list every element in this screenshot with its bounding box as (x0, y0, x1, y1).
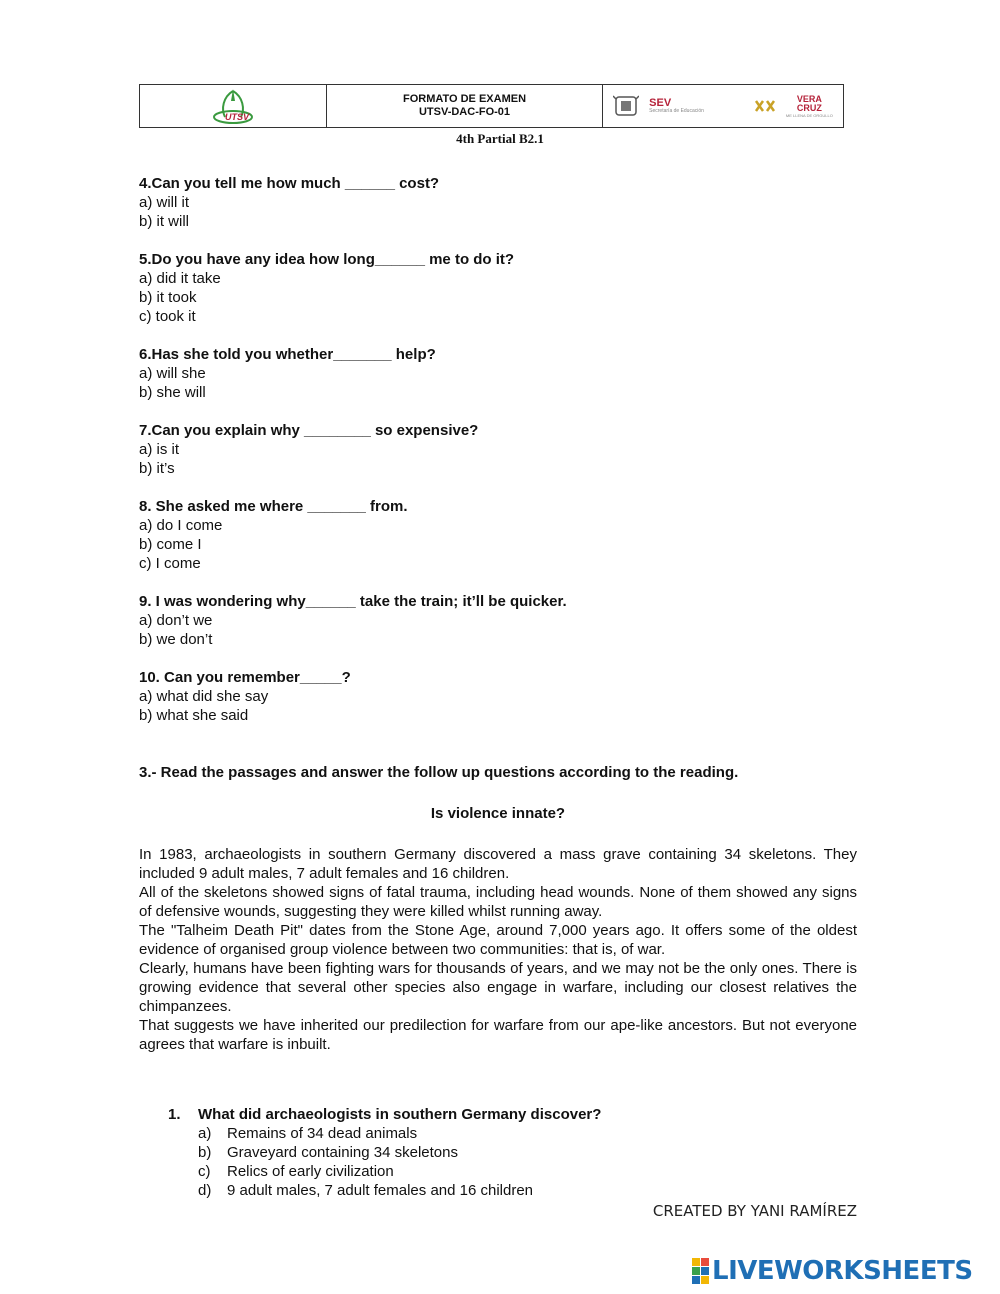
question-text: 9. I was wondering why______ take the train; it’ll be quicker. (139, 593, 567, 610)
veracruz-logo-sub: ME LLENA DE ORGULLO (785, 112, 833, 118)
passage-paragraph: Clearly, humans have been fighting wars for thousands of years, and we may not be the only ones. There is growing evidence that several other species also engage in warfare, including our closest relatives the chimpanzees. (139, 960, 857, 1015)
exam-subtitle: 4th Partial B2.1 (456, 131, 544, 146)
reading-question-1 (139, 1105, 857, 1200)
option-letter: d) (198, 1182, 212, 1199)
author-credit: CREATED BY YANI RAMÍREZ (652, 1202, 857, 1220)
header-title-cell (327, 85, 603, 127)
answer-option[interactable]: b) come I (139, 536, 202, 553)
header-logos-cell (603, 85, 843, 127)
reading-passage (139, 845, 857, 1054)
question-8 (139, 497, 857, 573)
reading-question-prompt: What did archaeologists in southern Germany discover? (198, 1106, 602, 1123)
answer-option[interactable]: b) we don’t (139, 631, 213, 648)
reading-question-number: 1. (168, 1106, 181, 1123)
sev-logo (649, 98, 704, 114)
question-text: 8. She asked me where _______ from. (139, 498, 408, 515)
passage-paragraph: The "Talheim Death Pit" dates from the Stone Age, around 7,000 years ago. It offers some of the oldest evidence of organised group violence between two communities: that is, of war. (139, 922, 857, 958)
passage-title: Is violence innate? (430, 805, 566, 822)
answer-option[interactable]: c) took it (139, 308, 196, 325)
reading-answer-option[interactable] (198, 1162, 857, 1181)
reading-answer-option[interactable] (198, 1143, 857, 1162)
header-form-code: UTSV-DAC-FO-01 (418, 106, 511, 118)
sev-logo-sub: Secretaría de Educación (649, 108, 704, 114)
passage-paragraph: That suggests we have inherited our predilection for warfare from our ape-like ancestors. But not everyone agrees that warfare is inbuilt. (139, 1017, 857, 1053)
answer-option[interactable]: a) what did she say (139, 688, 269, 705)
answer-option[interactable]: b) what she said (139, 707, 249, 724)
answer-option[interactable]: c) I come (139, 555, 201, 572)
question-text: 7.Can you explain why ________ so expensive? (139, 422, 479, 439)
header-title: FORMATO DE EXAMEN (402, 93, 527, 105)
option-letter: c) (198, 1163, 211, 1180)
answer-option[interactable]: a) will she (139, 365, 206, 382)
question-text: 10. Can you remember_____? (139, 669, 351, 686)
answer-option[interactable]: b) it’s (139, 460, 175, 477)
option-text: 9 adult males, 7 adult females and 16 children (227, 1182, 534, 1199)
liveworksheets-logo-text: LIVEWORKSHEETS (712, 1256, 973, 1286)
option-text: Relics of early civilization (227, 1163, 394, 1180)
veracruz-logo (786, 95, 833, 118)
option-text: Remains of 34 dead animals (227, 1125, 418, 1142)
question-text: 5.Do you have any idea how long______ me to do it? (139, 251, 515, 268)
exam-content (139, 174, 857, 1200)
question-6 (139, 345, 857, 402)
answer-option[interactable]: b) she will (139, 384, 206, 401)
answer-option[interactable]: b) it took (139, 289, 197, 306)
state-seal-icon (613, 94, 639, 118)
passage-paragraph: In 1983, archaeologists in southern Germany discovered a mass grave containing 34 skeletons. They included 9 adult males, 7 adult females and 16 children. (139, 846, 857, 882)
question-10 (139, 668, 857, 725)
reading-answer-option[interactable] (198, 1124, 857, 1143)
question-5 (139, 250, 857, 326)
veracruz-logo-line2: CRUZ (796, 102, 822, 113)
reading-question-options (168, 1124, 857, 1200)
question-9 (139, 592, 857, 649)
answer-option[interactable]: b) it will (139, 213, 190, 230)
veracruz-logo-line1: VERA (796, 93, 822, 104)
answer-option[interactable]: a) don’t we (139, 612, 213, 629)
reading-answer-option[interactable] (198, 1181, 857, 1200)
exam-header-table (139, 84, 844, 128)
option-text: Graveyard containing 34 skeletons (227, 1144, 458, 1161)
question-7 (139, 421, 857, 478)
section-heading: 3.- Read the passages and answer the follow up questions according to the reading. (139, 764, 739, 781)
option-letter: b) (198, 1144, 212, 1161)
liveworksheets-logo-icon (692, 1258, 709, 1284)
answer-option[interactable]: a) is it (139, 441, 180, 458)
option-letter: a) (198, 1125, 212, 1142)
utsv-logo-text: UTSV (225, 112, 250, 122)
question-text: 4.Can you tell me how much ______ cost? (139, 175, 440, 192)
sev-logo-text: SEV (649, 97, 672, 109)
reading-question-text (168, 1105, 857, 1124)
liveworksheets-watermark[interactable] (692, 1256, 973, 1286)
utsv-logo (211, 87, 255, 125)
passage-paragraph: All of the skeletons showed signs of fatal trauma, including head wounds. None of them showed any signs of defensive wounds, suggesting they were killed whilst running away. (139, 884, 857, 920)
question-4 (139, 174, 857, 231)
answer-option[interactable]: a) do I come (139, 517, 223, 534)
question-text: 6.Has she told you whether_______ help? (139, 346, 436, 363)
answer-option[interactable]: a) will it (139, 194, 190, 211)
answer-option[interactable]: a) did it take (139, 270, 221, 287)
header-logo-cell (140, 85, 327, 127)
veracruz-emblem-icon (754, 99, 776, 113)
